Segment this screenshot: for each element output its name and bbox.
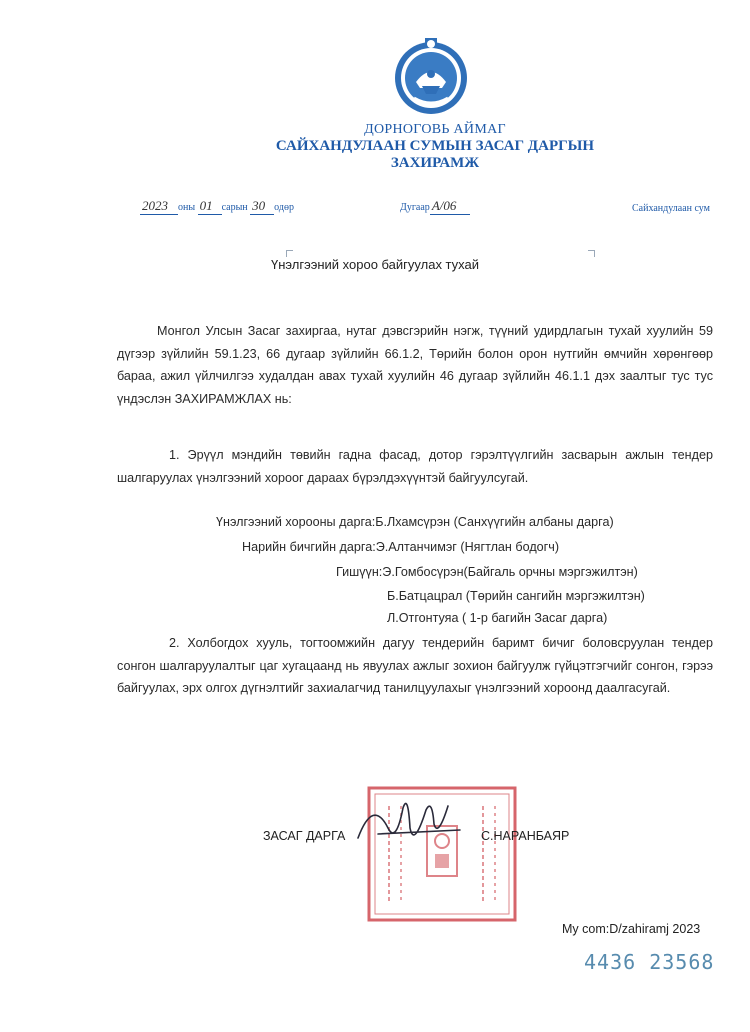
item-1-paragraph — [117, 444, 713, 489]
member-3: Л.Отгонтуяа ( 1-р багийн Засаг дарга) — [387, 611, 608, 625]
date-year: 2023 — [140, 198, 178, 215]
date-day: 30 — [250, 198, 274, 215]
title-corner-left — [286, 250, 293, 257]
signature-name: С.НАРАНБАЯР — [481, 829, 570, 843]
issuer-name: САЙХАНДУЛААН СУМЫН ЗАСАГ ДАРГЫН — [275, 138, 595, 154]
intro-text: Монгол Улсын Засаг захиргаа, нутаг дэвсгэрийн нэгж, түүний удирдлагын тухай хуулийн 59 дүгээр зүйлийн 59.1.23, 66 дугаар зүйлийн 66.1.2, Төрийн болон орон нутгийн өмчийн хөрөнгөөр бараа, ажил үйлчилгээ худалдан авах тухай хуулийн 46 дугаар зүйлийн 46.1.1 дэх заалтыг тус тус үндэслэн ЗАХИРАМЖЛАХ нь: — [117, 324, 713, 406]
number-line — [400, 198, 470, 215]
number-label: Дугаар — [400, 202, 430, 213]
signature-position: ЗАСАГ ДАРГА — [263, 829, 346, 843]
date-month: 01 — [198, 198, 222, 215]
item-1-text: 1. Эрүүл мэндийн төвийн гадна фасад, дотор гэрэлтүүлгийн засварын ажлын тендер шалгаруулах үнэлгээний хороог дараах бүрэлдэхүүнтэй байгуулсугай. — [117, 448, 713, 485]
member-chair: Үнэлгээний хорооны дарга:Б.Лхамсүрэн (Санхүүгийн албаны дарга) — [216, 515, 614, 529]
document-type: ЗАХИРАМЖ — [390, 155, 480, 171]
date-line — [140, 198, 294, 215]
member-1: Гишүүн:Э.Гомбосүрэн(Байгаль орчны мэргэжилтэн) — [336, 565, 638, 579]
document-number: А/06 — [430, 198, 470, 215]
intro-paragraph — [117, 320, 713, 410]
state-emblem-icon — [392, 36, 470, 118]
item-2-text: 2. Холбогдох хууль, тогтоомжийн дагуу тендерийн баримт бичиг боловсруулан тендер сонгон шалгаруулалтыг цаг хугацаанд нь явуулах ажлыг зохион байгуулж гүйцэтгэгчийг сонгон, гэрээ байгуулах, эрх олгох дүгнэлтийг захиалагчид танилцуулахыг үнэлгээний хороонд даалгасугай. — [117, 636, 713, 696]
member-2: Б.Батцацрал (Төрийн сангийн мэргэжилтэн) — [387, 589, 645, 603]
place-label: Сайхандулаан сум — [632, 203, 710, 214]
date-day-suffix: одөр — [274, 202, 294, 213]
member-secretary: Нарийн бичгийн дарга:Э.Алтанчимэг (Нягтлан бодогч) — [242, 540, 560, 554]
item-2-paragraph — [117, 632, 713, 700]
date-year-suffix: оны — [178, 202, 196, 213]
registration-number: 4436 23568 — [584, 950, 715, 974]
title-corner-right — [588, 250, 595, 257]
document-title: Үнэлгээний хороо байгуулах тухай — [270, 257, 480, 272]
date-month-suffix: сарын — [221, 202, 248, 213]
file-reference: My com:D/zahiramj 2023 — [562, 922, 701, 936]
handwritten-signature — [348, 788, 468, 858]
aimag-name: ДОРНОГОВЬ АЙМАГ — [364, 122, 506, 137]
